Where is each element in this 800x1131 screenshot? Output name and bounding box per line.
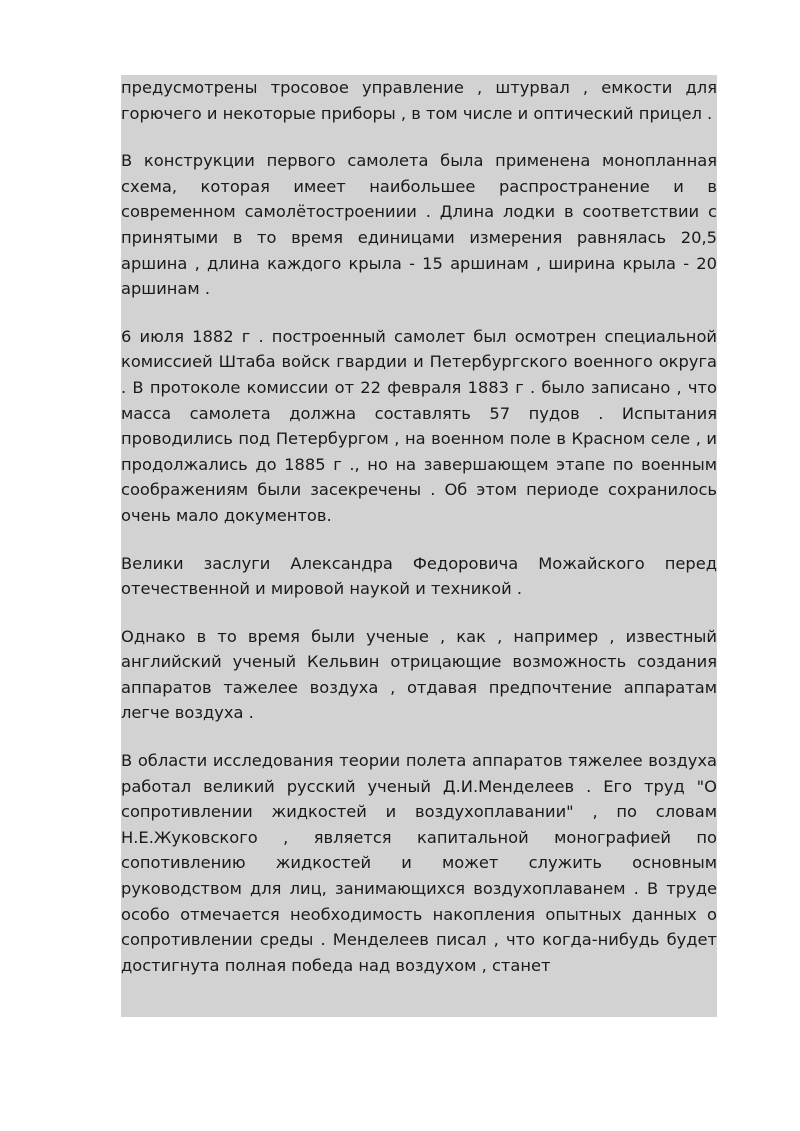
paragraph-kelvin: Однако в то время были ученые , как , например , известный английский ученый Кельвин отрицающие возможность создания аппаратов тажелее воздуха , отдавая предпочтение аппаратам легче воздуха . (121, 626, 717, 723)
text-block (121, 75, 717, 1017)
paragraph-controls: предусмотрены тросовое управление , штурвал , емкости для горючего и некоторые приборы , в том числе и оптический прицел . (121, 78, 717, 123)
paragraph-construction: В конструкции первого самолета была применена монопланная схема, которая имеет наибольшее распространение и в современном самолётостроениии . Длина лодки в соответствии с принятыми в то время единицами измерения равнялась 20,5 аршина , длина каждого крыла - 15 аршинам , ширина крыла - 20 аршинам . (121, 151, 717, 299)
paragraph-testing: 6 июля 1882 г . построенный самолет был осмотрен специальной комиссией Штаба войск гвардии и Петербургского военного округа . В протоколе комиссии от 22 февраля 1883 г . было записано , что масса самолета должна составлять 57 пудов . Испытания проводились под Петербургом , на военном поле в Красном селе , и продолжались до 1885 г ., но на завершающем этапе по военным соображениям были засекречены . Об этом периоде сохранилось очень мало документов. (121, 326, 717, 525)
paragraph-merits: Велики заслуги Александра Федоровича Можайского перед отечественной и мировой наукой и техникой . (121, 553, 717, 599)
paragraph-mendeleev: В области исследования теории полета аппаратов тяжелее воздуха работал великий русский ученый Д.И.Менделеев . Его труд "О сопротивлении жидкостей и воздухоплавании" , по словам Н.Е.Жуковского , является капитальной монографией по сопотивлению жидкостей и может служить основным руководством для лиц, занимающихся воздухоплаванем . В труде особо отмечается необходимость накопления опытных данных о сопротивлении среды . Менделеев писал , что когда-нибудь будет достигнута полная победа над воздухом , станет (121, 751, 717, 975)
